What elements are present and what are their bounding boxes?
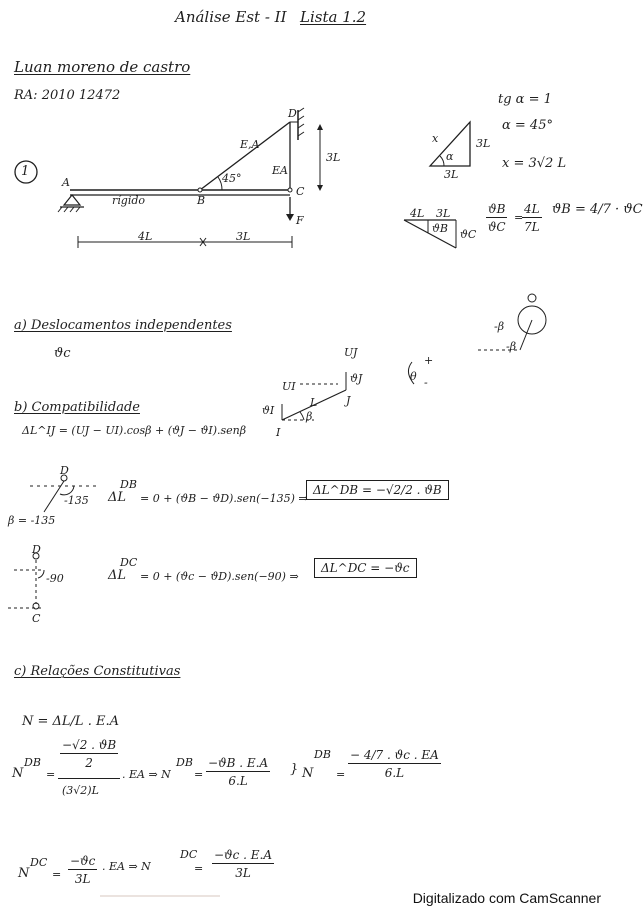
constitutive-law: N = ΔL/L . E.A (22, 714, 119, 729)
sim-3l: 3L (436, 207, 451, 220)
triangle-side: 3L (476, 137, 491, 150)
scanner-watermark: Digitalizado com CamScanner (412, 890, 601, 906)
sign-theta: θ (410, 370, 417, 383)
dc-lhs: ΔL (108, 568, 127, 583)
diag-uj: UJ (344, 346, 358, 359)
n-dc-sup: DC (30, 856, 48, 869)
diag-i: I (276, 426, 281, 439)
sign-minus: - (424, 376, 428, 389)
node-d-label: D (288, 107, 297, 120)
db-result-box: ΔL^DB = −√2/2 . ϑB (306, 480, 449, 500)
beta-note: -β (494, 320, 505, 333)
n-dc-mid: . EA ⇒ N (102, 860, 151, 873)
force-label: F (296, 214, 304, 227)
triangle-x: x (432, 132, 439, 145)
ratio-l: $\frac{4L}{7L}$ (524, 202, 540, 234)
n-dc-result-frac: $\frac{-ϑc . E.A}{3L}$ (214, 848, 273, 880)
rigid-label: rígido (112, 194, 145, 207)
ea-bar-db: E,A (240, 138, 260, 151)
dc-node-d: D (32, 543, 41, 556)
student-ra: RA: 2010 12472 (14, 88, 121, 103)
span1-label: 4L (138, 230, 153, 243)
problem-number: 1 (21, 164, 30, 179)
dc-sup: DC (120, 556, 138, 569)
x-value: x = 3√2 L (502, 156, 567, 171)
n-dc-mid-sup: DC (180, 848, 198, 861)
db-lhs: ΔL (108, 490, 127, 505)
n-db-inner-frac: $\frac{-√2 . ϑB}{2}$ (62, 738, 117, 770)
sim-vc: ϑC (460, 228, 477, 241)
triangle-base: 3L (444, 168, 459, 181)
header-title: Análise Est - II (175, 8, 287, 26)
n-db-mid: . EA ⇒ N (122, 768, 171, 781)
db-rhs: = 0 + (ϑB − ϑD).sen(−135) ⇒ (140, 492, 308, 505)
n-db-final-frac: $\frac{- 4/7 . ϑc . EA}{6.L}$ (350, 748, 439, 780)
dc-node-c: C (32, 612, 41, 625)
student-name: Luan moreno de castro (14, 58, 191, 76)
node-b-label: B (197, 194, 206, 207)
node-c-label: C (296, 185, 305, 198)
height-label: 3L (326, 151, 341, 164)
section-a-heading: a) Deslocamentos independentes (14, 318, 232, 333)
n-db-mid-sup: DB (176, 756, 193, 769)
triangle-alpha: α (446, 150, 454, 163)
n-db-sup: DB (24, 756, 41, 769)
node-a-label: A (62, 176, 70, 189)
beta-note-2: -β (506, 340, 517, 353)
tg-alpha: tg α = 1 (498, 92, 552, 107)
diag-l: L (310, 396, 318, 409)
db-sup: DB (120, 478, 137, 491)
section-b-heading: b) Compatibilidade (14, 400, 140, 415)
angle-label: 45° (222, 172, 242, 185)
db-angle: -135 (64, 494, 89, 507)
diag-beta: β (306, 410, 313, 423)
n-dc-label: N (18, 866, 30, 881)
n-db-final-sup: DB (314, 748, 331, 761)
diag-ui: UI (282, 380, 296, 393)
header-list: Lista 1.2 (300, 8, 367, 26)
scanned-page: Análise Est - II Lista 1.2 Luan moreno de castro RA: 2010 12472 1 A B C D rígido E,A EA 45° 3L F 4L 3L x 3L 3L α tg α = 1 α = 45° x = 3√2 L 4L 3L ϑB ϑC $\frac{ϑB}{ϑC}$ = $\frac{4L}{7L}$ ϑB = 4/7 · ϑC a) Deslocamentos independentes ϑc θ + - -β -β b) Compatibilidade ΔL^IJ = (UJ − UI).cosβ + (ϑJ − ϑI).senβ UJ UI ϑJ ϑI L β I J D -135 β = -135 ΔL DB = 0 + (ϑB − ϑD).sen(−135) ⇒ ΔL^DB = −√2/2 . ϑB D -90 C ΔL DC = 0 + (ϑc − ϑD).sen(−90) ⇒ ΔL^DC = −ϑc c) Relações Constitutivas N = ΔL/L . E.A N DB = $\frac{-√2 . ϑB}{2}$ (3√2)L . EA ⇒ N DB = $\frac{-ϑB . E.A}{6.L}$ } N DB = $\frac{- 4/7 . ϑc . EA}{6.L}$ N DC = $\frac{-ϑc}{3L}$ . EA ⇒ N DC = $\frac{-ϑc . E.A}{3L}$ Digitalizado com CamScanner (0, 0, 625, 916)
section-a-value: ϑc (54, 346, 71, 361)
sim-4l: 4L (410, 207, 425, 220)
sim-vb: ϑB (432, 222, 448, 235)
ea-bar-dc: EA (272, 164, 288, 177)
db-note: β = -135 (8, 514, 56, 527)
n-db-label: N (12, 766, 24, 781)
diag-vi: ϑI (262, 404, 275, 417)
diag-j: J (346, 394, 351, 407)
dc-result-box: ΔL^DC = −ϑc (314, 558, 417, 578)
n-dc-frac: $\frac{-ϑc}{3L}$ (70, 854, 96, 886)
span2-label: 3L (236, 230, 251, 243)
db-node-d: D (60, 464, 69, 477)
similar-result: ϑB = 4/7 · ϑC (552, 202, 643, 217)
dc-angle: -90 (46, 572, 64, 585)
alpha-value: α = 45° (502, 118, 553, 133)
section-c-heading: c) Relações Constitutivas (14, 664, 181, 679)
ratio-v: $\frac{ϑB}{ϑC}$ (487, 202, 506, 234)
diag-vj: ϑJ (350, 372, 363, 385)
sign-plus: + (424, 354, 434, 367)
dc-rhs: = 0 + (ϑc − ϑD).sen(−90) ⇒ (140, 570, 299, 583)
n-db-result-frac: $\frac{-ϑB . E.A}{6.L}$ (208, 756, 269, 788)
compat-formula: ΔL^IJ = (UJ − UI).cosβ + (ϑJ − ϑI).senβ (22, 424, 247, 437)
n-db-den: (3√2)L (62, 784, 99, 797)
